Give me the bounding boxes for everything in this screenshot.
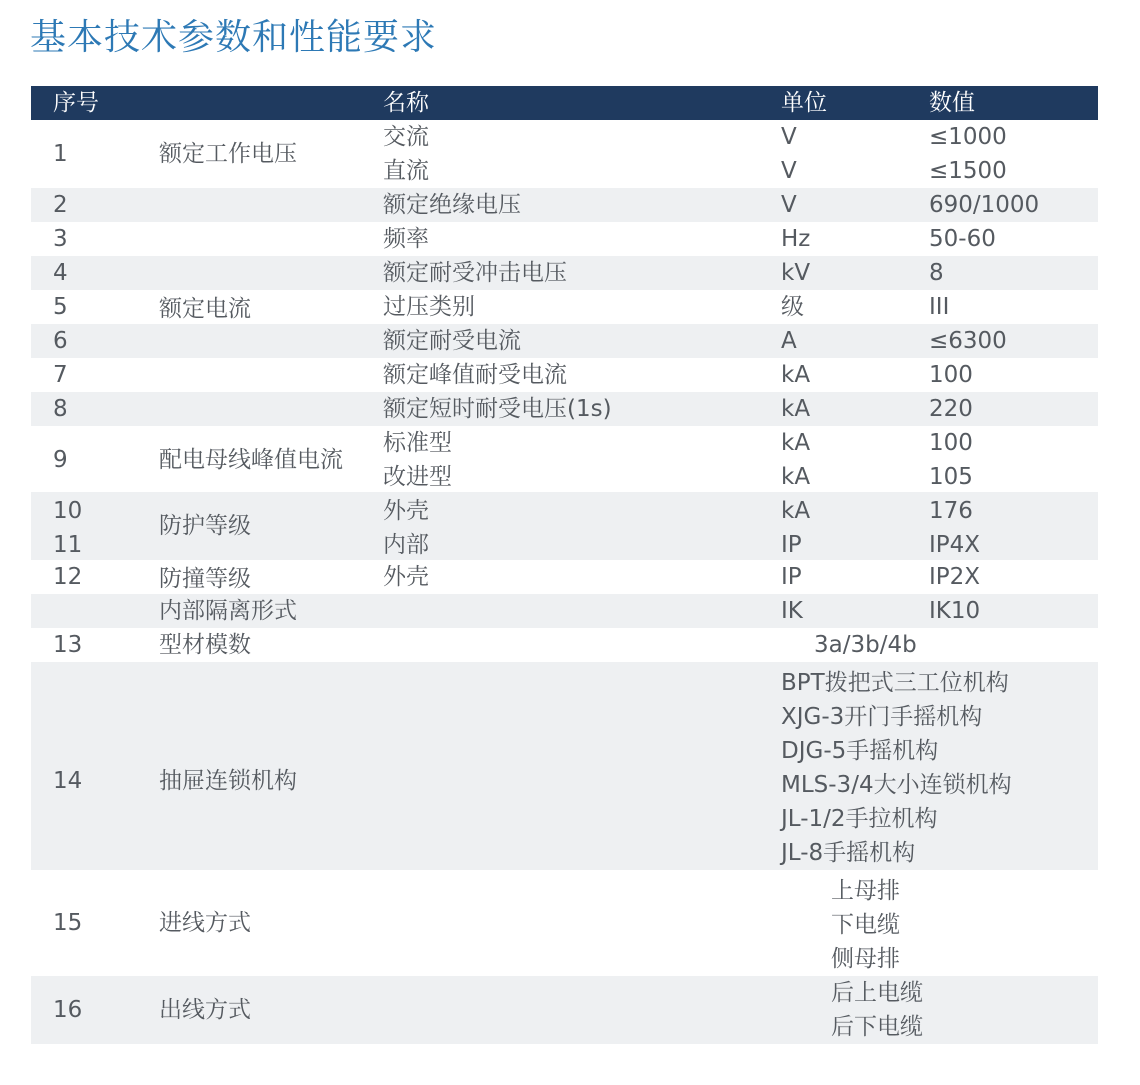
row-value: 690/1000: [929, 192, 1040, 218]
row-unit: IK: [781, 598, 803, 624]
row-unit: kA: [781, 362, 811, 388]
row-value: 侧母排: [831, 946, 900, 972]
row-name: 额定短时耐受电压(1s): [383, 396, 612, 422]
row-name: 外壳: [383, 564, 429, 590]
row-value: ≤1000: [929, 124, 1007, 150]
row-unit: IP: [781, 564, 802, 590]
row-no: 1: [53, 141, 68, 167]
header-value: 数值: [929, 90, 975, 116]
row-group: 配电母线峰值电流: [159, 447, 343, 473]
row-unit: kV: [781, 260, 811, 286]
row-name: 额定峰值耐受电流: [383, 362, 567, 388]
row-group: 进线方式: [159, 910, 251, 936]
row-name: 额定耐受电流: [383, 328, 521, 354]
row-value: III: [929, 294, 950, 320]
row-value: JL-8手摇机构: [781, 840, 916, 866]
row-no: 10: [53, 498, 83, 524]
row-value: IP2X: [929, 564, 981, 590]
row-name: 频率: [383, 226, 429, 252]
row-name: 改进型: [383, 464, 452, 490]
row-no: 6: [53, 328, 68, 354]
row-value: 下电缆: [831, 912, 900, 938]
row-name: 过压类别: [383, 294, 475, 320]
row-unit: V: [781, 158, 797, 184]
row-value: MLS-3/4大小连锁机构: [781, 772, 1012, 798]
row-group: 防撞等级: [159, 566, 251, 592]
row-group: 额定电流: [159, 296, 251, 322]
row-value: 100: [929, 362, 973, 388]
row-value: 后下电缆: [831, 1014, 923, 1040]
row-group: 出线方式: [159, 997, 251, 1023]
row-no: 4: [53, 260, 68, 286]
row-no: 8: [53, 396, 68, 422]
row-value: 8: [929, 260, 944, 286]
row-name: 交流: [383, 124, 429, 150]
row-unit: V: [781, 124, 797, 150]
row-name: 标准型: [383, 430, 452, 456]
row-no: 14: [53, 768, 83, 794]
row-value: ≤1500: [929, 158, 1007, 184]
row-value: BPT拨把式三工位机构: [781, 670, 1009, 696]
row-name: 内部: [383, 532, 429, 558]
row-value: 3a/3b/4b: [814, 632, 917, 658]
row-no: 5: [53, 294, 68, 320]
row-value: IP4X: [929, 532, 981, 558]
header-unit: 单位: [781, 90, 827, 116]
row-unit: Hz: [781, 226, 811, 252]
row-value: 220: [929, 396, 973, 422]
row-value: ≤6300: [929, 328, 1007, 354]
table-header: [31, 86, 1098, 120]
row-value: XJG-3开门手摇机构: [781, 704, 983, 730]
row-no: 15: [53, 910, 83, 936]
row-value: JL-1/2手拉机构: [781, 806, 938, 832]
row-unit: V: [781, 192, 797, 218]
row-unit: kA: [781, 430, 811, 456]
row-no: 16: [53, 997, 83, 1023]
row-group: 防护等级: [159, 513, 251, 539]
row-value: 100: [929, 430, 973, 456]
row-value: IK10: [929, 598, 981, 624]
row-no: 2: [53, 192, 68, 218]
row-unit: kA: [781, 396, 811, 422]
row-group: 额定工作电压: [159, 141, 297, 167]
row-name: 额定绝缘电压: [383, 192, 521, 218]
row-unit: kA: [781, 464, 811, 490]
row-no: 13: [53, 632, 83, 658]
page-title: 基本技术参数和性能要求: [30, 17, 438, 58]
row-value: 105: [929, 464, 973, 490]
row-no: 3: [53, 226, 68, 252]
row-group: 抽屉连锁机构: [159, 768, 297, 794]
row-unit: kA: [781, 498, 811, 524]
row-name: 直流: [383, 158, 429, 184]
row-group: 型材模数: [159, 632, 251, 658]
header-name: 名称: [383, 90, 429, 116]
row-unit: 级: [781, 294, 804, 320]
header-no: 序号: [53, 90, 99, 116]
row-unit: IP: [781, 532, 802, 558]
row-value: DJG-5手摇机构: [781, 738, 939, 764]
row-name: 外壳: [383, 498, 429, 524]
row-no: 12: [53, 564, 83, 590]
row-unit: A: [781, 328, 797, 354]
row-no: 9: [53, 447, 68, 473]
row-no: 11: [53, 532, 83, 558]
row-no: 7: [53, 362, 68, 388]
row-group: 内部隔离形式: [159, 598, 297, 624]
row-value: 50-60: [929, 226, 996, 252]
row-name: 额定耐受冲击电压: [383, 260, 567, 286]
row-value: 176: [929, 498, 973, 524]
row-value: 上母排: [831, 878, 900, 904]
row-value: 后上电缆: [831, 980, 923, 1006]
